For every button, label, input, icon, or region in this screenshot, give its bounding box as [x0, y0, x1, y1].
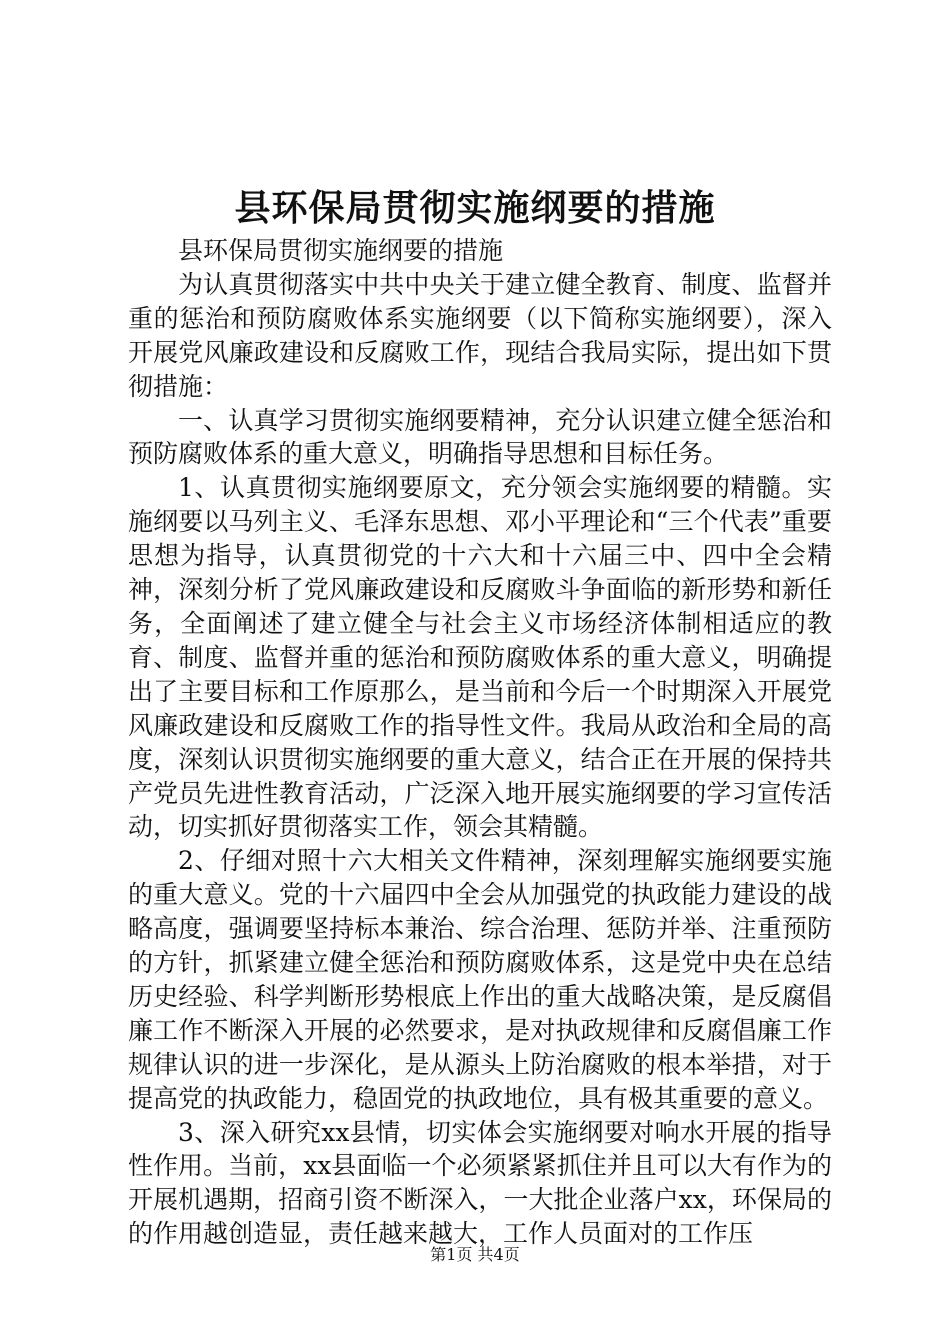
body-paragraph: 2、仔细对照十六大相关文件精神，深刻理解实施纲要实施的重大意义。党的十六届四中全会从加强党的执政能力建设的战略高度，强调要坚持标本兼治、综合治理、惩防并举、注重预防的方针，抓紧建立健全惩治和预防腐败体系，这是党中央在总结历史经验、科学判断形势根底上作出的重大战略决策，是反腐倡廉工作不断深入开展的必然要求，是对执政规律和反腐倡廉工作规律认识的进一步深化，是从源头上防治腐败的根本举措，对于提高党的执政能力，稳固党的执政地位，具有极其重要的意义。	[128, 846, 832, 1113]
page-number-footer: 第1页 共4页	[430, 1245, 520, 1264]
body-paragraph: 为认真贯彻落实中共中央关于建立健全教育、制度、监督并重的惩治和预防腐败体系实施纲要（以下简称实施纲要），深入开展党风廉政建设和反腐败工作，现结合我局实际，提出如下贯彻措施：	[128, 269, 832, 401]
document-body	[128, 234, 832, 1251]
body-paragraph: 1、认真贯彻实施纲要原文，充分领会实施纲要的精髓。实施纲要以马列主义、毛泽东思想、邓小平理论和“三个代表”重要思想为指导，认真贯彻党的十六大和十六届三中、四中全会精神，深刻分析了党风廉政建设和反腐败斗争面临的新形势和新任务，全面阐述了建立健全与社会主义市场经济体制相适应的教育、制度、监督并重的惩治和预防腐败体系的重大意义，明确提出了主要目标和工作原那么，是当前和今后一个时期深入开展党风廉政建设和反腐败工作的指导性文件。我局从政治和全局的高度，深刻认识贯彻实施纲要的重大意义，结合正在开展的保持共产党员先进性教育活动，广泛深入地开展实施纲要的学习宣传活动，切实抓好贯彻落实工作，领会其精髓。	[128, 473, 832, 842]
body-paragraph: 县环保局贯彻实施纲要的措施	[178, 236, 504, 265]
body-paragraph: 3、深入研究xx县情，切实体会实施纲要对响水开展的指导性作用。当前，xx县面临一个必须紧紧抓住并且可以大有作为的开展机遇期，招商引资不断深入，一大批企业落户xx，环保局的的作用越创造显，责任越来越大，工作人员面对的工作压	[128, 1117, 832, 1249]
document-title: 县环保局贯彻实施纲要的措施	[234, 187, 716, 229]
body-paragraph: 一、认真学习贯彻实施纲要精神，充分认识建立健全惩治和预防腐败体系的重大意义，明确指导思想和目标任务。	[128, 405, 832, 469]
